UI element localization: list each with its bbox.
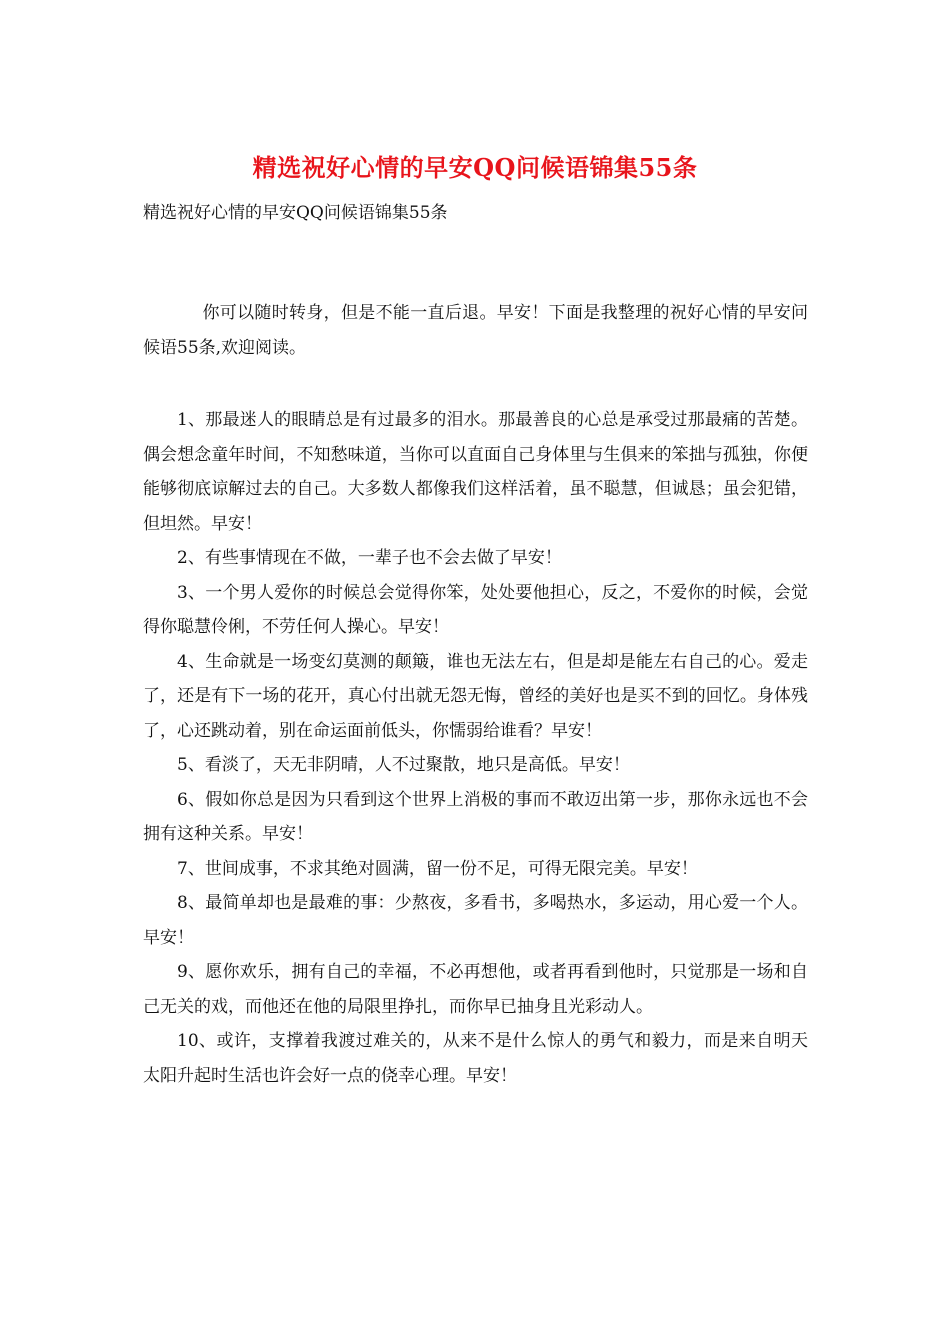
list-item: 9、愿你欢乐，拥有自己的幸福，不必再想他，或者再看到他时，只觉那是一场和自己无关的戏，而他还在他的局限里挣扎，而你早已抽身且光彩动人。 — [143, 962, 808, 1017]
list-item: 6、假如你总是因为只看到这个世界上消极的事而不敢迈出第一步，那你永远也不会拥有这种关系。早安！ — [143, 789, 808, 844]
list-item: 7、世间成事，不求其绝对圆满，留一份不足，可得无限完美。早安！ — [177, 858, 698, 879]
list-item: 4、生命就是一场变幻莫测的颠簸，谁也无法左右，但是却是能左右自己的心。爱走了，还是有下一场的花开，真心付出就无怨无悔，曾经的美好也是买不到的回忆。身体残了，心还跳动着，别在命运面前低头，你懦弱给谁看？早安！ — [143, 651, 808, 741]
list-item: 5、看淡了，天无非阴晴，人不过聚散，地只是高低。早安！ — [177, 755, 630, 775]
intro-paragraph: 你可以随时转身，但是不能一直后退。早安！下面是我整理的祝好心情的早安问候语55条,欢迎阅读。 — [143, 303, 808, 358]
list-item: 2、有些事情现在不做，一辈子也不会去做了早安！ — [177, 548, 562, 568]
greetings-list — [143, 403, 808, 1093]
document-subtitle: 精选祝好心情的早安QQ问候语锦集55条 — [143, 203, 448, 223]
intro-section — [143, 296, 808, 365]
list-item: 8、最简单却也是最难的事：少熬夜，多看书，多喝热水，多运动，用心爱一个人。早安！ — [143, 893, 808, 948]
list-item: 1、那最迷人的眼睛总是有过最多的泪水。那最善良的心总是承受过那最痛的苦楚。偶会想念童年时间，不知愁味道，当你可以直面自己身体里与生俱来的笨拙与孤独，你便能够彻底谅解过去的自己。大多数人都像我们这样活着，虽不聪慧，但诚恳；虽会犯错，但坦然。早安！ — [143, 410, 808, 534]
list-item: 10、或许，支撑着我渡过难关的，从来不是什么惊人的勇气和毅力，而是来自明天太阳升起时生活也许会好一点的侥幸心理。早安！ — [143, 1031, 808, 1086]
document-title: 精选祝好心情的早安QQ问候语锦集55条 — [252, 153, 698, 182]
list-item: 3、一个男人爱你的时候总会觉得你笨，处处要他担心，反之，不爱你的时候，会觉得你聪慧伶俐，不劳任何人操心。早安！ — [143, 582, 808, 637]
